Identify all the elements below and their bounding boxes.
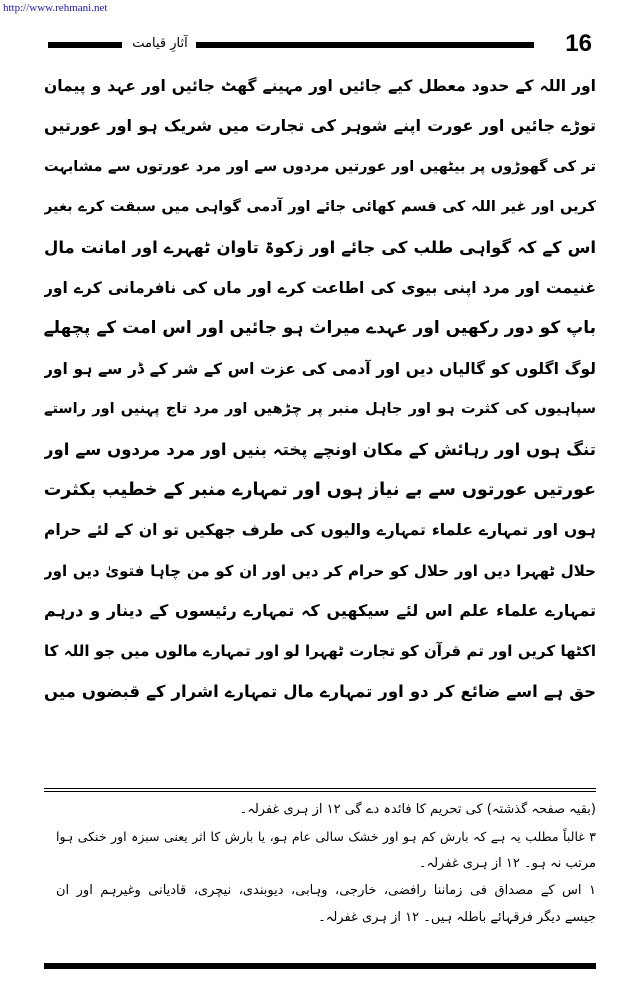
text-line: غنیمت اور مرد اپنی بیوی کی اطاعت کرے اور ماں کی نافرمانی کرے اور <box>44 278 596 297</box>
footnote-divider <box>44 788 596 792</box>
footnotes <box>56 796 596 931</box>
header-rule-right <box>196 41 534 48</box>
footnote-1: ۱ اس کے مصداق فی زماننا رافضی، خارجی، وہابی، دیوبندی، نیچری، قادیانی وغیرہم اور ان <box>56 883 596 898</box>
text-line: توڑے جائیں اور عورت اپنے شوہر کی تجارت میں شریک ہو اور عورتیں <box>44 116 596 136</box>
text-line: ہوں اور تمہارے علماء تمہارے والیوں کی طرف جھکیں تو ان کے لئے حرام <box>44 521 596 540</box>
book-title: آثارِ قیامت <box>132 36 188 51</box>
text-line: اکٹھا کریں اور تم قرآن کو تجارت ٹھہرا لو اور تمہارے مالوں میں جو اللہ کا <box>44 642 596 661</box>
text-line: تر کی گھوڑوں پر بیٹھیں اور عورتیں مردوں سے اور مرد عورتوں سے مشابہت <box>44 158 596 175</box>
footnote-3-cont: مرتب نہ ہو۔ ۱۲ از ہری غفرلہ۔ <box>418 856 596 871</box>
footnote-continued: (بقیہ صفحہ گذشتہ) کی تحریم کا فائدہ دے گی ۱۲ از ہری غفرلہ۔ <box>239 802 596 817</box>
text-line: سپاہیوں کی کثرت ہو اور جاہل منبر پر چڑھیں اور مرد تاج پہنیں اور راستے <box>44 401 596 418</box>
header-rule-left <box>48 41 122 48</box>
source-url[interactable]: http://www.rehmani.net <box>3 2 108 14</box>
page-number: 16 <box>565 30 592 57</box>
page-header <box>48 30 592 57</box>
text-line: عورتیں عورتوں سے بے نیاز ہوں اور تمہارے منبر کے خطیب بکثرت <box>44 479 596 500</box>
text-line: حلال ٹھہرا دیں اور حلال کو حرام کر دیں اور ان کو من چاہا فتویٰ دیں اور <box>44 561 596 580</box>
footnote-3: ۳ غالباً مطلب یہ ہے کہ بارش کم ہو اور خشک سالی عام ہو، یا بارش کا اثر یعنی سبزہ اور خنکی ہوا <box>56 829 596 844</box>
text-line: حق ہے اسے ضائع کر دو اور تمہارے مال تمہارے اشرار کے قبضوں میں <box>44 681 596 701</box>
main-text <box>44 66 596 712</box>
text-line: لوگ اگلوں کو گالیاں دیں اور آدمی کی عزت اس کے شر کے ڈر سے ہو اور <box>44 359 596 378</box>
text-line: اس کے کہ گواہی طلب کی جائے اور زکوۃ تاوان ٹھہرے اور امانت مال <box>44 237 596 257</box>
bottom-rule <box>44 962 596 969</box>
footnote-1-cont: جیسے دیگر فرقہائے باطلہ ہیں۔ ۱۲ از ہری غفرلہ۔ <box>318 910 596 925</box>
text-line: کریں اور غیر اللہ کی قسم کھائی جائے اور آدمی گواہی میں سبقت کرے بغیر <box>44 199 596 216</box>
text-line: تنگ ہوں اور رہائش کے مکان اونچے پختہ بنیں اور مرد مردوں سے اور <box>44 439 596 459</box>
text-line: تمہارے علماء علم اس لئے سیکھیں کہ تمہارے رئیسوں کے دینار و درہم <box>44 601 596 621</box>
text-line: باپ کو دور رکھیں اور عہدے میراث ہو جائیں اور اس امت کے پچھلے <box>44 318 596 339</box>
text-line: اور اللہ کے حدود معطل کیے جائیں اور مہینے گھٹ جائیں اور عہد و پیمان <box>44 77 596 95</box>
